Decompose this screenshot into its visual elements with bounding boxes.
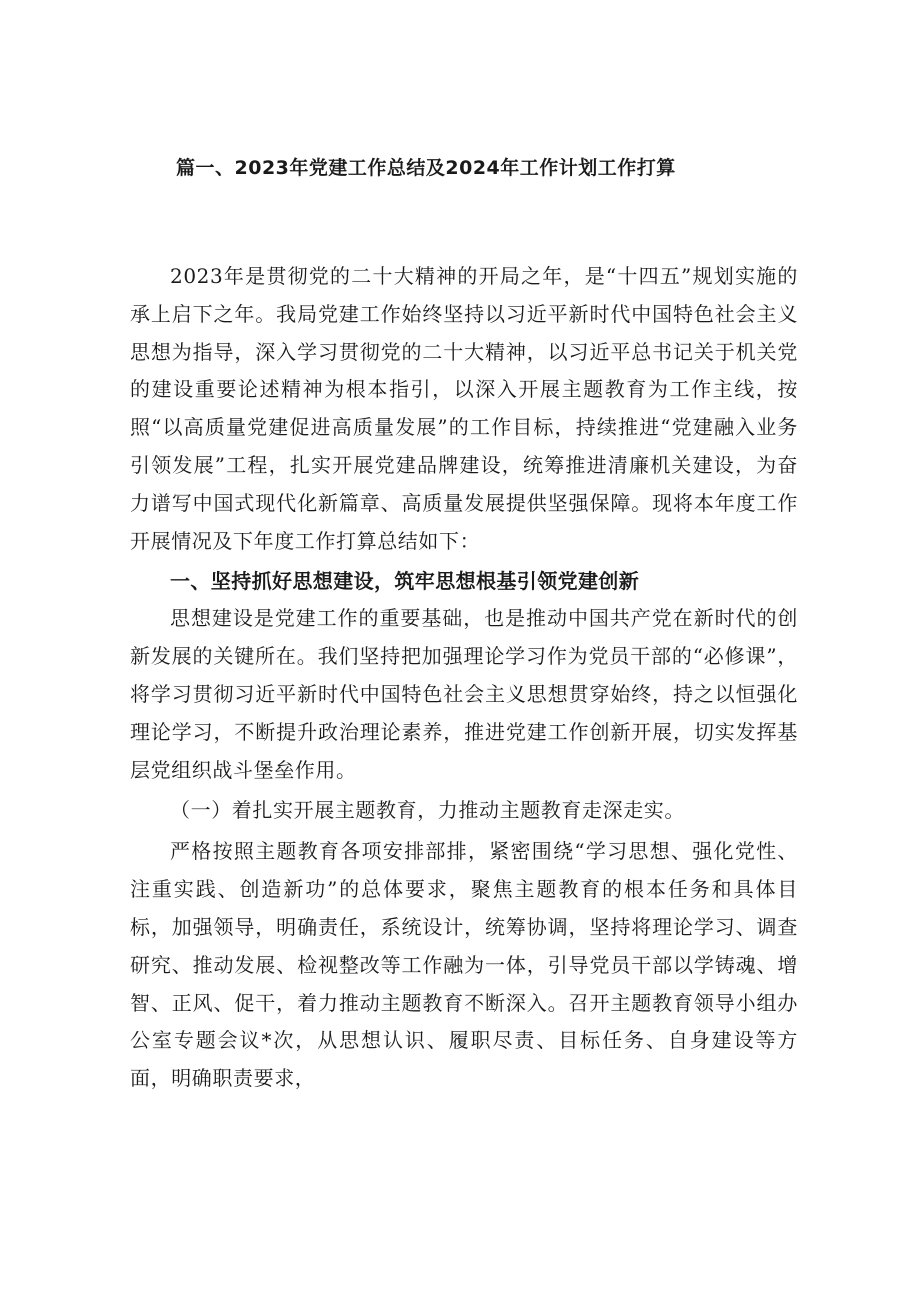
section-heading: 一、坚持抓好思想建设，筑牢思想根基引领党建创新 [170, 569, 640, 594]
document-title: 篇一、2023年党建工作总结及2024年工作计划工作打算 [176, 157, 676, 179]
intro-paragraph: 2023年是贯彻党的二十大精神的开局之年，是“十四五”规划实施的承上启下之年。我局党建工作始终坚持以习近平新时代中国特色社会主义思想为指导，深入学习贯彻党的二十大精神，以习近平总书记关于机关党的建设重要论述精神为根本指引，以深入开展主题教育为工作主线，按照“以高质量党建促进高质量发展”的工作目标，持续推进“党建融入业务引领发展”工程，扎实开展党建品牌建设，统筹推进清廉机关建设，为奋力谱写中国式现代化新篇章、高质量发展提供坚强保障。现将本年度工作开展情况及下年度工作打算总结如下： [130, 264, 798, 553]
document-body [130, 258, 798, 1098]
section-paragraph: 思想建设是党建工作的重要基础，也是推动中国共产党在新时代的创新发展的关键所在。我们坚持把加强理论学习作为党员干部的“必修课”，将学习贯彻习近平新时代中国特色社会主义思想贯穿始终，持之以恒强化理论学习，不断提升政治理论素养，推进党建工作创新开展，切实发挥基层党组织战斗堡垒作用。 [130, 606, 798, 782]
subsection-paragraph: 严格按照主题教育各项安排部排，紧密围绕“学习思想、强化党性、注重实践、创造新功”的总体要求，聚焦主题教育的根本任务和具体目标，加强领导，明确责任，系统设计，统筹协调，坚持将理论学习、调查研究、推动发展、检视整改等工作融为一体，引导党员干部以学铸魂、增智、正风、促干，着力推动主题教育不断深入。召开主题教育领导小组办公室专题会议*次，从思想认识、履职尽责、目标任务、自身建设等方面，明确职责要求， [130, 839, 798, 1091]
subsection-heading: （一）着扎实开展主题教育，力推动主题教育走深走实。 [170, 798, 685, 823]
